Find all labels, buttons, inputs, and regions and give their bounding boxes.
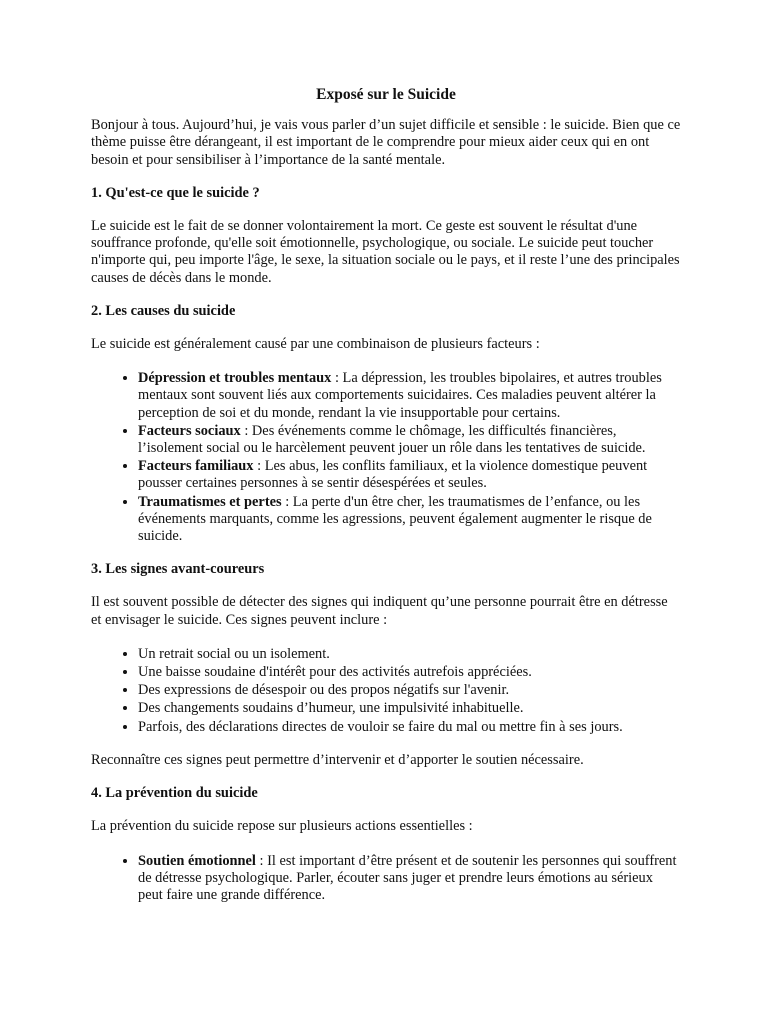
list-item-desc: : Il est important d’être présent et de soutenir les personnes qui souffrent de détresse psychologique. Parler, écouter sans juger et prendre leurs émotions au sérieux peut faire une grande différence. [138, 852, 677, 903]
list-item: • Une baisse soudaine d'intérêt pour des activités autrefois appréciées. [138, 663, 681, 681]
list-item [138, 422, 681, 457]
list-item-term: Dépression et troubles mentaux [138, 370, 332, 387]
section-1-heading: 1. Qu'est-ce que le suicide ? [91, 184, 260, 201]
section-3-heading: 3. Les signes avant-coureurs [91, 561, 265, 578]
section-1-paragraph: Le suicide est le fait de se donner volontairement la mort. Ce geste est souvent le résultat d'une souffrance profonde, qu'elle soit émotionnelle, psychologique, ou sociale. Le suicide peut toucher n'importe qui, peu importe l'âge, le sexe, la situation sociale ou le pays, et il reste l’une des principales causes de décès dans le monde. [91, 218, 680, 286]
list-item-term: Facteurs familiaux [138, 458, 254, 475]
prevention-list [91, 852, 681, 905]
section-2-heading: 2. Les causes du suicide [91, 302, 236, 319]
list-item: • Des changements soudains d’humeur, une impulsivité inhabituelle. [138, 699, 681, 717]
warning-signs-list [91, 645, 681, 736]
list-item [138, 852, 681, 905]
list-item-term: Traumatismes et pertes [138, 493, 282, 510]
list-item [138, 493, 681, 546]
list-item [138, 369, 681, 422]
section-3-closing: Reconnaître ces signes peut permettre d’intervenir et d’apporter le soutien nécessaire. [91, 751, 584, 768]
list-item: • Parfois, des déclarations directes de vouloir se faire du mal ou mettre fin à ses jours. [138, 718, 681, 736]
section-2-paragraph: Le suicide est généralement causé par une combinaison de plusieurs facteurs : [91, 336, 540, 353]
list-item [138, 457, 681, 492]
document-page [91, 86, 681, 920]
document-title: Exposé sur le Suicide [316, 86, 456, 103]
causes-list [91, 369, 681, 545]
list-item-desc: : La perte d'un être cher, les traumatismes de l’enfance, ou les événements marquants, comme les agressions, peuvent également augmenter le risque de suicide. [138, 493, 652, 545]
section-4-heading: 4. La prévention du suicide [91, 785, 258, 802]
section-4-paragraph: La prévention du suicide repose sur plusieurs actions essentielles : [91, 818, 473, 835]
list-item-desc: : Des événements comme le chômage, les difficultés financières, l’isolement social ou le harcèlement peuvent jouer un rôle dans les tentatives de suicide. [138, 422, 646, 457]
intro-paragraph: Bonjour à tous. Aujourd’hui, je vais vous parler d’un sujet difficile et sensible : le suicide. Bien que ce thème puisse être dérangeant, il est important de le comprendre pour mieux aider ceux qui en ont besoin et pour sensibiliser à l’importance de la santé mentale. [91, 117, 681, 168]
list-item: • Un retrait social ou un isolement. [138, 645, 681, 663]
list-item: • Des expressions de désespoir ou des propos négatifs sur l'avenir. [138, 681, 681, 699]
list-item-term: Soutien émotionnel [138, 852, 256, 869]
list-item-term: Facteurs sociaux [138, 422, 241, 439]
list-item-desc: : Les abus, les conflits familiaux, et la violence domestique peuvent pousser certaines personnes à se sentir désespérées et seules. [138, 458, 648, 492]
section-3-paragraph: Il est souvent possible de détecter des signes qui indiquent qu’une personne pourrait être en détresse et envisager le suicide. Ces signes peuvent inclure : [91, 594, 668, 628]
list-item-desc: : La dépression, les troubles bipolaires, et autres troubles mentaux sont souvent liés aux comportements suicidaires. Ces maladies peuvent altérer la perception de soi et du monde, rendant la vie insupportable pour certains. [138, 370, 662, 421]
